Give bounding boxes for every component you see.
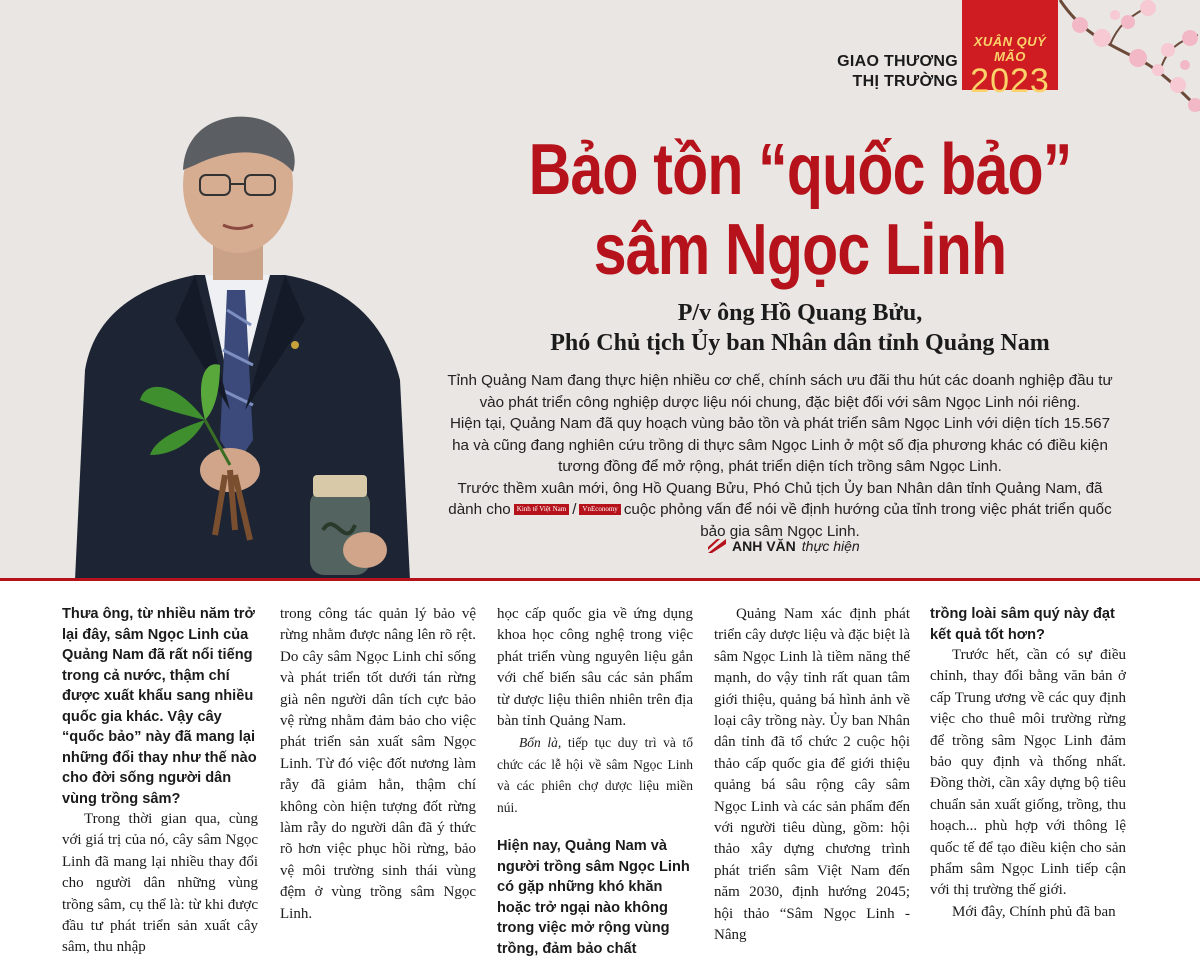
column-5 xyxy=(930,604,1126,923)
column-2-paragraph: trong công tác quản lý bảo vệ rừng nhằm được nâng lên rõ rệt. Do cây sâm Ngọc Linh chỉ sống và phát triển tốt dưới tán rừng già nên người dân tích cực bảo vệ rừng nhằm đảm bảo cho việc phát triển sản xuất sâm Ngọc Linh. Từ đó việc đốt nương làm rẫy đã giảm hẳn, thậm chí không còn hiện tượng đốt rừng làm rẫy do người dân đã ý thức rõ hơn việc phục hồi rừng, bảo vệ môi trường sinh thái vùng đệm ở vùng trồng sâm Ngọc Linh. xyxy=(280,606,476,922)
section-line-2: THỊ TRƯỜNG xyxy=(852,73,958,90)
byline-pen-icon xyxy=(708,539,726,553)
question-2-continued: trồng loài sâm quý này đạt kết quả tốt hơn? xyxy=(930,606,1115,643)
tet-year: 2023 xyxy=(970,62,1050,100)
column-4-paragraph: Quảng Nam xác định phát triển cây dược liệu và đặc biệt là sâm Ngọc Linh là tiềm năng thế mạnh, do vậy tỉnh rất quan tâm giới thiệu, quảng bá hình ảnh về loại cây trồng này. Ủy ban Nhân dân tỉnh đã tổ chức 2 cuộc hội thảo cấp quốc gia để giới thiệu quảng bá sâu rộng cây sâm Ngọc Linh và các sản phẩm đến với người tiêu dùng, gồm: hội thảo xây dựng chương trình phát triển sâm Việt Nam đến năm 2030, định hướng 2045; hội thảo “Sâm Ngọc Linh - Nâng xyxy=(714,606,910,944)
title-line-1: Bảo tồn “quốc bảo” xyxy=(528,130,1072,210)
question-1: Thưa ông, từ nhiều năm trở lại đây, sâm Ngọc Linh của Quảng Nam đã rất nổi tiếng trong cả nước, thậm chí được xuất khẩu sang nhiều quốc gia khác. Vậy cây “quốc bảo” này đã mang lại những đổi thay như thế nào cho đời sống người dân vùng trồng sâm? xyxy=(62,606,257,807)
article-subtitle xyxy=(470,298,1130,358)
lede-paragraph-3-end: cuộc phỏng vấn để nói về định hướng của tỉnh trong việc phát triển quốc bảo gia sâm Ngọc Linh. xyxy=(623,501,1112,540)
byline xyxy=(708,538,860,554)
question-2: Hiện nay, Quảng Nam và người trồng sâm Ngọc Linh có gặp những khó khăn hoặc trở ngại nào không trong việc mở rộng vùng trồng, đảm bảo chất xyxy=(497,838,690,957)
lede-paragraph-3-start: Trước thềm xuân mới, ông Hồ Quang Bửu, Phó Chủ tịch Ủy ban Nhân dân tỉnh Quảng Nam, đã dành cho xyxy=(448,479,1103,518)
lede-paragraph-2: Hiện tại, Quảng Nam đã quy hoạch vùng bảo tồn và phát triển sâm Ngọc Linh với diện tích 15.567 ha và cũng đang nghiên cứu trồng di thực sâm Ngọc Linh ở một số địa phương khác có điều kiện tương đồng để mở rộng, phát triển diện tích trồng sâm Ngọc Linh. xyxy=(449,415,1111,475)
section-line-1: GIAO THƯƠNG xyxy=(837,53,958,70)
vneconomy-logo: VnEconomy xyxy=(579,504,620,515)
section-label xyxy=(800,52,958,92)
lede-paragraph-1: Tỉnh Quảng Nam đang thực hiện nhiều cơ chế, chính sách ưu đãi thu hút các doanh nghiệp đầu tư vào phát triển công nghiệp dược liệu nói chung, đặc biệt đối với sâm Ngọc Linh nói riêng. xyxy=(447,372,1113,411)
column-3-paragraph-2-lead: Bốn là, xyxy=(519,735,562,751)
subtitle-line-1: P/v ông Hồ Quang Bửu, xyxy=(677,300,923,326)
answer-2-paragraph-2: Mới đây, Chính phủ đã ban xyxy=(952,903,1116,920)
article-title xyxy=(505,130,1095,290)
column-3-paragraph-1: học cấp quốc gia về ứng dụng khoa học công nghệ trong việc phát triển vùng nguyên liệu gắn với chế biến sâu các sản phẩm từ dược liệu thiên nhiên trên địa bàn tỉnh Quảng Nam. xyxy=(497,606,693,730)
byline-role: thực hiện xyxy=(801,538,860,554)
hero-divider xyxy=(0,578,1200,581)
cherry-blossom-illustration xyxy=(1040,0,1200,130)
column-4 xyxy=(714,604,910,947)
column-3-paragraph-2 xyxy=(497,732,693,818)
column-2 xyxy=(280,604,476,925)
lede-paragraph-3 xyxy=(440,478,1120,543)
tet-label: XUÂN QUÝ MÃO xyxy=(973,34,1047,64)
tet-badge xyxy=(962,0,1058,100)
subtitle-line-2: Phó Chủ tịch Ủy ban Nhân dân tỉnh Quảng Nam xyxy=(550,330,1050,356)
column-3 xyxy=(497,604,693,959)
logo-separator: / xyxy=(572,501,577,518)
answer-2-paragraph-1: Trước hết, cần có sự điều chỉnh, thay đổi bằng văn bản ở cấp Trung ương về các quy định việc cho thuê môi trường rừng để trồng sâm Ngọc Linh đảm bảo quy định và thống nhất. Đồng thời, cần xây dựng bộ tiêu chuẩn sản xuất giống, trồng, thu hoạch... phù hợp với thông lệ quốc tế để tạo điều kiện cho sản phẩm sâm Ngọc Linh tiếp cận với thị trường thế giới. xyxy=(930,647,1126,899)
interviewee-photo xyxy=(55,110,415,580)
answer-1-paragraph: Trong thời gian qua, cùng với giá trị của nó, cây sâm Ngọc Linh đã mang lại nhiều thay đổi cho người dân những vùng trồng sâm, cụ thể là: từ khi được đầu tư phát triển sản xuất cây sâm, thu nhập xyxy=(62,811,258,956)
column-3-paragraph-2-body: tiếp tục duy trì và tổ chức các lễ hội về sâm Ngọc Linh và các phiên chợ dược liệu miền núi. xyxy=(497,735,693,815)
byline-author: ANH VĂN xyxy=(732,538,796,554)
title-line-2: sâm Ngọc Linh xyxy=(593,210,1007,290)
column-1 xyxy=(62,604,258,959)
kinh-te-viet-nam-logo: Kinh tế Việt Nam xyxy=(514,504,569,515)
article-lede xyxy=(440,370,1120,542)
